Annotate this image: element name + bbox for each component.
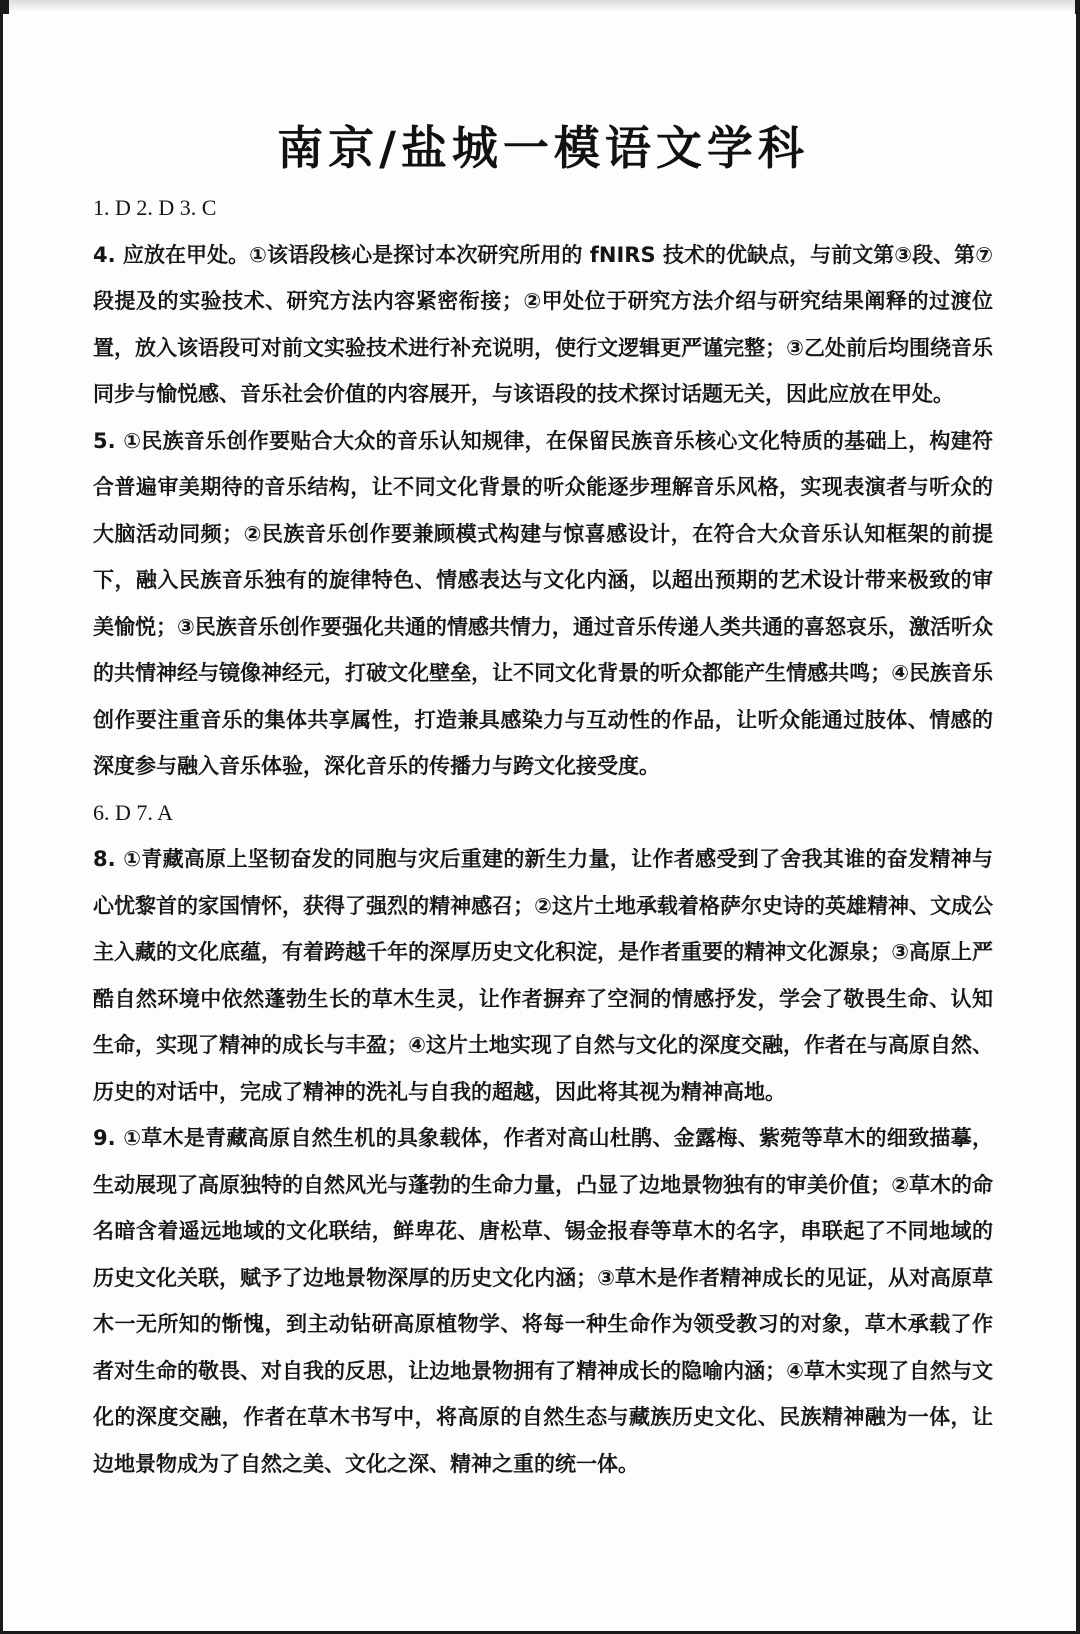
page-title: 南京/盐城一模语文学科 (277, 121, 809, 175)
answer-q8: 8. ①青藏高原上坚韧奋发的同胞与灾后重建的新生力量，让作者感受到了舍我其谁的奋发精神与心忧黎首的家国情怀，获得了强烈的精神感召；②这片土地承载着格萨尔史诗的英雄精神、文成公主入藏的文化底蕴，有着跨越千年的深厚历史文化积淀，是作者重要的精神文化源泉；③高原上严酷自然环境中依然蓬勃生长的草木生灵，让作者摒弃了空洞的情感抒发，学会了敬畏生命、认知生命，实现了精神的成长与丰盈；④这片土地实现了自然与文化的深度交融，作者在与高原自然、历史的对话中，完成了精神的洗礼与自我的超越，因此将其视为精神高地。 (93, 847, 993, 1104)
answer-q1-3: 1. D 2. D 3. C (93, 195, 217, 220)
answer-q6-7: 6. D 7. A (93, 799, 174, 825)
answer-q5: 5. ①民族音乐创作要贴合大众的音乐认知规律，在保留民族音乐核心文化特质的基础上，构建符合普遍审美期待的音乐结构，让不同文化背景的听众能逐步理解音乐风格，实现表演者与听众的大脑活动同频；②民族音乐创作要兼顾模式构建与惊喜感设计，在符合大众音乐认知框架的前提下，融入民族音乐独有的旋律特色、情感表达与文化内涵，以超出预期的艺术设计带来极致的审美愉悦；③民族音乐创作要强化共通的情感共情力，通过音乐传递人类共通的喜怒哀乐，激活听众的共情神经与镜像神经元，打破文化壁垒，让不同文化背景的听众都能产生情感共鸣；④民族音乐创作要注重音乐的集体共享属性，打造兼具感染力与互动性的作品，让听众能通过肢体、情感的深度参与融入音乐体验，深化音乐的传播力与跨文化接受度。 (93, 428, 993, 778)
answer-q4: 4. 应放在甲处。①该语段核心是探讨本次研究所用的 fNIRS 技术的优缺点，与前文第③段、第⑦段提及的实验技术、研究方法内容紧密衔接；②甲处位于研究方法介绍与研究结果阐释的过渡位置，放入该语段可对前文实验技术进行补充说明，使行文逻辑更严谨完整；③乙处前后均围绕音乐同步与愉悦感、音乐社会价值的内容展开，与该语段的技术探讨话题无关，因此应放在甲处。 (93, 242, 993, 406)
scan-top-edge (3, 0, 1080, 12)
answer-list (93, 185, 993, 1487)
answer-q9: 9. ①草木是青藏高原自然生机的具象载体，作者对高山杜鹃、金露梅、紫菀等草木的细致描摹，生动展现了高原独特的自然风光与蓬勃的生命力量，凸显了边地景物独有的审美价值；②草木的命名暗含着遥远地域的文化联结，鲜卑花、唐松草、锡金报春等草木的名字，串联起了不同地域的历史文化关联，赋予了边地景物深厚的历史文化内涵；③草木是作者精神成长的见证，从对高原草木一无所知的惭愧，到主动钻研高原植物学、将每一种生命作为领受教习的对象，草木承载了作者对生命的敬畏、对自我的反思，让边地景物拥有了精神成长的隐喻内涵；④草木实现了自然与文化的深度交融，作者在草木书写中，将高原的自然生态与藏族历史文化、民族精神融为一体，让边地景物成为了自然之美、文化之深、精神之重的统一体。 (93, 1126, 993, 1476)
